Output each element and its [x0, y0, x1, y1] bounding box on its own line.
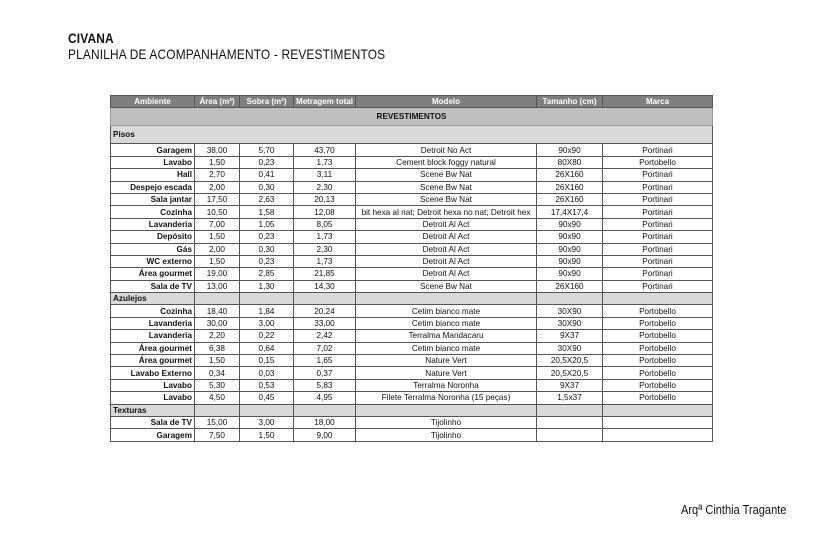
- metragem-cell: 21,85: [294, 268, 356, 280]
- section-filler-cell: [603, 404, 713, 416]
- sobra-cell: 0,23: [240, 231, 294, 243]
- modelo-cell: Detroit Al Act: [356, 218, 537, 230]
- marca-cell: Portinari: [603, 206, 713, 218]
- modelo-cell: Tijolinho: [356, 429, 537, 441]
- ambiente-cell: Lavanderia: [111, 330, 195, 342]
- ambiente-cell: Cozinha: [111, 206, 195, 218]
- ambiente-cell: Lavabo: [111, 392, 195, 404]
- modelo-cell: Terralma Mandacaru: [356, 330, 537, 342]
- ambiente-cell: Sala de TV: [111, 280, 195, 292]
- tamanho-cell: 90x90: [537, 231, 603, 243]
- tamanho-cell: 9X37: [537, 330, 603, 342]
- table-body: [111, 108, 713, 441]
- sobra-cell: 2,63: [240, 193, 294, 205]
- tamanho-cell: 17,4X17,4: [537, 206, 603, 218]
- area-cell: 1,50: [195, 355, 240, 367]
- marca-cell: Portinari: [603, 218, 713, 230]
- tamanho-cell: 9X37: [537, 379, 603, 391]
- table-row: [111, 243, 713, 255]
- sobra-cell: 0,45: [240, 392, 294, 404]
- section-title: Texturas: [111, 404, 195, 416]
- sobra-cell: 2,85: [240, 268, 294, 280]
- metragem-cell: 0,37: [294, 367, 356, 379]
- modelo-cell: Terralma Noronha: [356, 379, 537, 391]
- ambiente-cell: Sala jantar: [111, 193, 195, 205]
- table-row: [111, 342, 713, 354]
- ambiente-cell: Área gourmet: [111, 355, 195, 367]
- table-row: [111, 193, 713, 205]
- section-filler-cell: [195, 404, 240, 416]
- table-row: [111, 355, 713, 367]
- metragem-cell: 5,83: [294, 379, 356, 391]
- ambiente-cell: Sala de TV: [111, 416, 195, 428]
- tamanho-cell: 26X160: [537, 280, 603, 292]
- marca-cell: Portinari: [603, 193, 713, 205]
- metragem-cell: 43,70: [294, 144, 356, 156]
- marca-cell: Portinari: [603, 255, 713, 267]
- area-cell: 7,00: [195, 218, 240, 230]
- metragem-cell: 14,30: [294, 280, 356, 292]
- tamanho-cell: 20,5X20,5: [537, 355, 603, 367]
- metragem-cell: 33,00: [294, 317, 356, 329]
- area-cell: 19,00: [195, 268, 240, 280]
- area-cell: 2,00: [195, 181, 240, 193]
- sobra-cell: 0,03: [240, 367, 294, 379]
- table-row: [111, 231, 713, 243]
- page-subtitle: PLANILHA DE ACOMPANHAMENTO - REVESTIMENTOS: [68, 46, 386, 62]
- section-filler-cell: [356, 293, 537, 305]
- section-filler-cell: [356, 404, 537, 416]
- column-header: Ambiente: [111, 96, 195, 108]
- area-cell: 5,30: [195, 379, 240, 391]
- column-header: Modelo: [356, 96, 537, 108]
- column-header: Tamanho (cm): [537, 96, 603, 108]
- sobra-cell: 1,84: [240, 305, 294, 317]
- area-cell: 1,50: [195, 255, 240, 267]
- column-header: Área (m²): [195, 96, 240, 108]
- metragem-cell: 18,00: [294, 416, 356, 428]
- area-cell: 0,34: [195, 367, 240, 379]
- area-cell: 7,50: [195, 429, 240, 441]
- tamanho-cell: 30X90: [537, 342, 603, 354]
- marca-cell: Portobello: [603, 317, 713, 329]
- marca-cell: Portobello: [603, 156, 713, 168]
- table-header-row: [111, 96, 713, 108]
- marca-cell: Portobello: [603, 379, 713, 391]
- ambiente-cell: Lavabo Externo: [111, 367, 195, 379]
- sobra-cell: 0,15: [240, 355, 294, 367]
- section-filler-cell: [195, 293, 240, 305]
- sobra-cell: 1,50: [240, 429, 294, 441]
- metragem-cell: 2,30: [294, 181, 356, 193]
- marca-cell: Portinari: [603, 144, 713, 156]
- marca-cell: Portobello: [603, 342, 713, 354]
- ambiente-cell: Depósito: [111, 231, 195, 243]
- marca-cell: Portobello: [603, 330, 713, 342]
- ambiente-cell: Gás: [111, 243, 195, 255]
- modelo-cell: Cetim bianco mate: [356, 305, 537, 317]
- sobra-cell: 1,30: [240, 280, 294, 292]
- tamanho-cell: [537, 416, 603, 428]
- table-row: [111, 392, 713, 404]
- modelo-cell: Scene Bw Nat: [356, 280, 537, 292]
- modelo-cell: Scene Bw Nat: [356, 193, 537, 205]
- sobra-cell: 0,22: [240, 330, 294, 342]
- section-filler-cell: [537, 293, 603, 305]
- marca-cell: Portinari: [603, 231, 713, 243]
- table-row: [111, 169, 713, 181]
- area-cell: 10,50: [195, 206, 240, 218]
- section-filler-cell: [603, 293, 713, 305]
- marca-cell: Portinari: [603, 268, 713, 280]
- area-cell: 2,00: [195, 243, 240, 255]
- ambiente-cell: Lavabo: [111, 379, 195, 391]
- table-row: [111, 144, 713, 156]
- area-cell: 4,50: [195, 392, 240, 404]
- section-row: [111, 404, 713, 416]
- sobra-cell: 0,23: [240, 255, 294, 267]
- section-filler-cell: [240, 404, 294, 416]
- sobra-cell: 0,23: [240, 156, 294, 168]
- tamanho-cell: 90x90: [537, 144, 603, 156]
- metragem-cell: 8,05: [294, 218, 356, 230]
- page-header: [68, 30, 441, 62]
- ambiente-cell: Cozinha: [111, 305, 195, 317]
- section-filler-cell: [240, 293, 294, 305]
- modelo-cell: Tijolinho: [356, 416, 537, 428]
- column-header: Metragem total: [294, 96, 356, 108]
- area-cell: 2,20: [195, 330, 240, 342]
- modelo-cell: Detroit Al Act: [356, 268, 537, 280]
- section-filler-cell: [294, 404, 356, 416]
- metragem-cell: 2,42: [294, 330, 356, 342]
- marca-cell: Portinari: [603, 243, 713, 255]
- ambiente-cell: Despejo escada: [111, 181, 195, 193]
- ambiente-cell: Área gourmet: [111, 268, 195, 280]
- ambiente-cell: Lavanderia: [111, 317, 195, 329]
- sobra-cell: 3,00: [240, 317, 294, 329]
- ambiente-cell: Hall: [111, 169, 195, 181]
- tamanho-cell: 80X80: [537, 156, 603, 168]
- marca-cell: Portobello: [603, 355, 713, 367]
- tamanho-cell: 30X90: [537, 305, 603, 317]
- tamanho-cell: 90x90: [537, 243, 603, 255]
- area-cell: 13,00: [195, 280, 240, 292]
- area-cell: 6,38: [195, 342, 240, 354]
- table-row: [111, 429, 713, 441]
- sobra-cell: 5,70: [240, 144, 294, 156]
- column-header: Marca: [603, 96, 713, 108]
- metragem-cell: 1,73: [294, 231, 356, 243]
- tamanho-cell: 1,5x37: [537, 392, 603, 404]
- metragem-cell: 12,08: [294, 206, 356, 218]
- tamanho-cell: 26X160: [537, 169, 603, 181]
- sobra-cell: 0,30: [240, 181, 294, 193]
- section-row: [111, 293, 713, 305]
- table-row: [111, 416, 713, 428]
- sobra-cell: 0,41: [240, 169, 294, 181]
- ambiente-cell: Lavanderia: [111, 218, 195, 230]
- metragem-cell: 1,73: [294, 156, 356, 168]
- section-band: [111, 108, 713, 126]
- author-signature: Arqª Cinthia Tragante: [681, 502, 787, 517]
- modelo-cell: Cement block foggy natural: [356, 156, 537, 168]
- modelo-cell: Scene Bw Nat: [356, 181, 537, 193]
- sobra-cell: 0,30: [240, 243, 294, 255]
- marca-cell: Portinari: [603, 169, 713, 181]
- area-cell: 18,40: [195, 305, 240, 317]
- modelo-cell: bit hexa al nat; Detroit hexa no nat; Detroit hex: [356, 206, 537, 218]
- modelo-cell: Filete Terralma Noronha (15 peças): [356, 392, 537, 404]
- section-filler-cell: [537, 404, 603, 416]
- ambiente-cell: WC externo: [111, 255, 195, 267]
- area-cell: 15,00: [195, 416, 240, 428]
- section-row: [111, 126, 713, 144]
- tamanho-cell: 90x90: [537, 218, 603, 230]
- table-row: [111, 181, 713, 193]
- sobra-cell: 1,58: [240, 206, 294, 218]
- metragem-cell: 9,00: [294, 429, 356, 441]
- revestimentos-table: [110, 95, 713, 442]
- modelo-cell: Detroit Al Act: [356, 255, 537, 267]
- tamanho-cell: 90x90: [537, 255, 603, 267]
- marca-cell: Portinari: [603, 181, 713, 193]
- table-row: [111, 268, 713, 280]
- metragem-cell: 20,24: [294, 305, 356, 317]
- column-header: Sobra (m²): [240, 96, 294, 108]
- metragem-cell: 7,02: [294, 342, 356, 354]
- band-title: REVESTIMENTOS: [111, 108, 713, 126]
- table-row: [111, 305, 713, 317]
- section-title: Azulejos: [111, 293, 195, 305]
- area-cell: 1,50: [195, 231, 240, 243]
- table-row: [111, 156, 713, 168]
- marca-cell: Portobello: [603, 392, 713, 404]
- metragem-cell: 2,30: [294, 243, 356, 255]
- tamanho-cell: 20,5X20,5: [537, 367, 603, 379]
- table-row: [111, 317, 713, 329]
- tamanho-cell: [537, 429, 603, 441]
- metragem-cell: 20,13: [294, 193, 356, 205]
- marca-cell: Portobello: [603, 367, 713, 379]
- table-row: [111, 379, 713, 391]
- modelo-cell: Detroit No Act: [356, 144, 537, 156]
- modelo-cell: Cetim bianco mate: [356, 317, 537, 329]
- metragem-cell: 1,73: [294, 255, 356, 267]
- modelo-cell: Detroit Al Act: [356, 243, 537, 255]
- metragem-cell: 3,11: [294, 169, 356, 181]
- area-cell: 2,70: [195, 169, 240, 181]
- marca-cell: Portinari: [603, 280, 713, 292]
- tamanho-cell: 26X160: [537, 193, 603, 205]
- metragem-cell: 4,95: [294, 392, 356, 404]
- modelo-cell: Detroit Al Act: [356, 231, 537, 243]
- table-row: [111, 367, 713, 379]
- modelo-cell: Nature Vert: [356, 367, 537, 379]
- modelo-cell: Scene Bw Nat: [356, 169, 537, 181]
- table-row: [111, 218, 713, 230]
- metragem-cell: 1,65: [294, 355, 356, 367]
- area-cell: 38,00: [195, 144, 240, 156]
- section-title: Pisos: [111, 126, 713, 144]
- page-title: CIVANA: [68, 30, 114, 46]
- sobra-cell: 0,64: [240, 342, 294, 354]
- ambiente-cell: Garagem: [111, 144, 195, 156]
- marca-cell: [603, 429, 713, 441]
- marca-cell: [603, 416, 713, 428]
- section-filler-cell: [294, 293, 356, 305]
- table-row: [111, 206, 713, 218]
- ambiente-cell: Garagem: [111, 429, 195, 441]
- area-cell: 17,50: [195, 193, 240, 205]
- tamanho-cell: 30X90: [537, 317, 603, 329]
- table-row: [111, 255, 713, 267]
- ambiente-cell: Área gourmet: [111, 342, 195, 354]
- tamanho-cell: 26X160: [537, 181, 603, 193]
- table-row: [111, 280, 713, 292]
- sobra-cell: 0,53: [240, 379, 294, 391]
- ambiente-cell: Lavabo: [111, 156, 195, 168]
- tamanho-cell: 90x90: [537, 268, 603, 280]
- modelo-cell: Cetim bianco mate: [356, 342, 537, 354]
- sobra-cell: 3,00: [240, 416, 294, 428]
- table-row: [111, 330, 713, 342]
- sobra-cell: 1,05: [240, 218, 294, 230]
- area-cell: 30,00: [195, 317, 240, 329]
- area-cell: 1,50: [195, 156, 240, 168]
- marca-cell: Portobello: [603, 305, 713, 317]
- modelo-cell: Nature Vert: [356, 355, 537, 367]
